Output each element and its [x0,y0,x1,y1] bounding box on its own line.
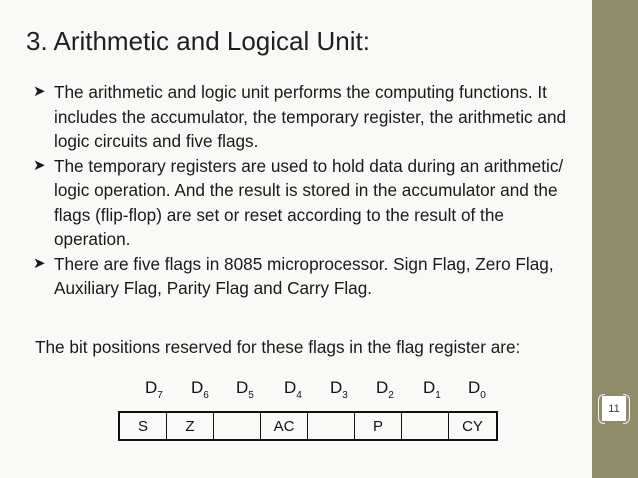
flag-cell-empty [402,413,449,439]
page-number: 11 [608,403,620,415]
page-number-badge [598,394,630,424]
arrow-bullet-icon: ➤ [33,83,46,100]
bit-position-labels [118,378,498,408]
bullet-item [33,154,583,252]
arrow-bullet-icon: ➤ [33,156,46,174]
bullet-text: The temporary registers are used to hold data during an arithmetic/ logic operation. And the result is stored in the accumulator and the flags (flip-flop) are set or reset according to the result of the operation. [54,155,564,249]
closing-text: The bit positions reserved for these flags in the flag register are: [35,337,521,357]
right-bracket-icon [623,394,630,424]
bit-label-d6: $D_6$ [191,378,209,401]
flag-cell-carry: CY [462,417,483,435]
bit-label-d1: $D_1$ [423,378,441,401]
bullet-item [33,252,583,301]
arrow-bullet-icon: ➤ [33,254,46,272]
bit-label-d0: $D_0$ [468,378,486,401]
flag-cell-zero: Z [167,413,214,439]
slide-title: 3. Arithmetic and Logical Unit: [26,26,370,56]
bit-label-d4: $D_4$ [284,378,302,401]
bullet-text: There are five flags in 8085 microprocessor. Sign Flag, Zero Flag, Auxiliary Flag, Parity Flag and Carry Flag. [54,253,554,298]
flag-cell-empty [308,413,355,439]
flag-cell-parity: P [355,413,402,439]
flag-cell-auxiliary: AC [261,413,308,439]
left-bracket-icon [598,394,605,424]
bit-label-d2: $D_2$ [376,378,394,401]
flag-cell-empty [214,413,261,439]
bit-label-d7: $D_7$ [145,378,163,401]
bit-label-d5: $D_5$ [236,378,254,401]
flag-register-row [118,411,498,441]
flag-register-diagram [118,378,498,435]
bit-label-d3: $D_3$ [330,378,348,401]
bullet-list [33,80,583,301]
bullet-text: The arithmetic and logic unit performs the computing functions. It includes the accumulator, the temporary register, the arithmetic and logic circuits and five flags. [54,82,567,151]
flag-cell-sign: S [120,413,167,439]
bullet-item [33,80,583,154]
